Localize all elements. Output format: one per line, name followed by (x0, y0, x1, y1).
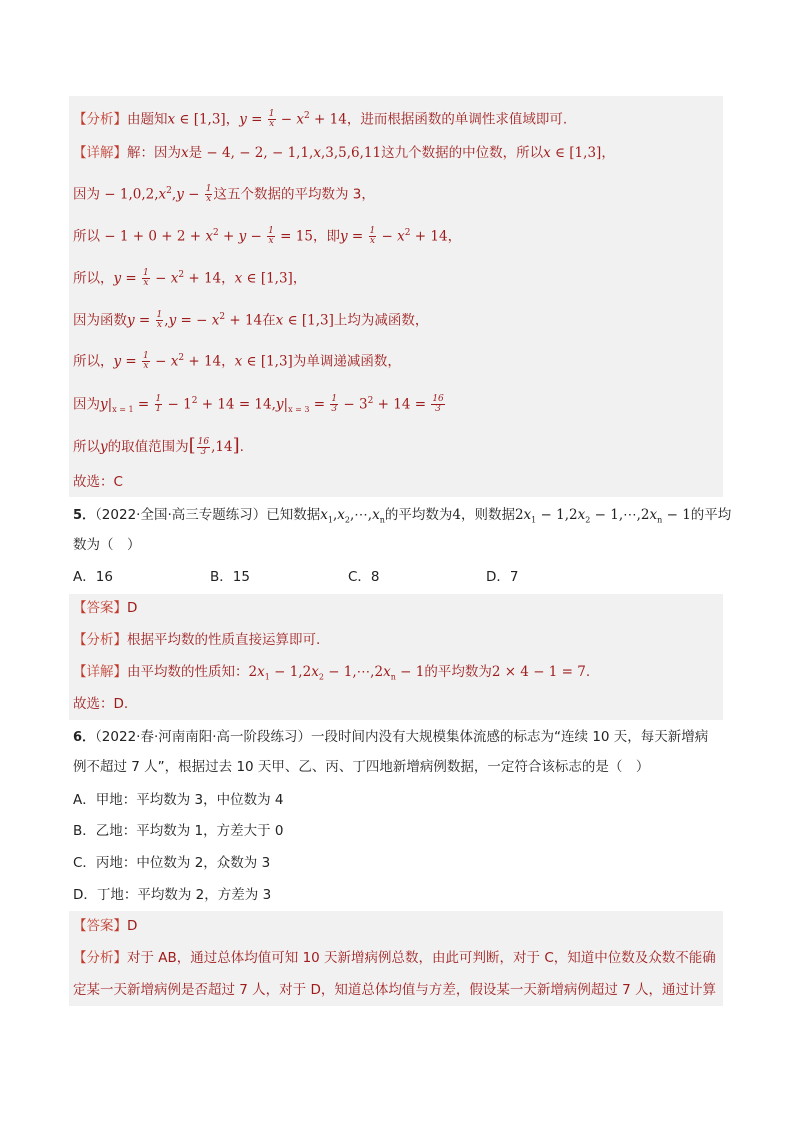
solution4-detail-line-7: 因为$y|_{x = 1}$ = $\frac{1}{1}$ − $1^2 + 14 = 14,y|_{x = 3}$ = $\frac{1}{3}$ − $3^2 + 14$ = $\frac{16}{3}$ (73, 394, 444, 415)
analysis-tag: 【分析】 (73, 632, 127, 648)
question5-option-d[interactable]: D．7 (486, 569, 519, 585)
solution4-detail-line-2: 因为 − $1,0,2,x^2,y$ − $\frac{1}{x}$ 这五个数据的平均数为 3， (73, 184, 375, 204)
solution4-detail-line-6: 所以，y = $\frac{1}{x}$ − $x^2 + 14$，x ∈ [1,3]为单调递减函数， (73, 351, 401, 371)
question6-analysis-a: 【分析】对于 AB，通过总体均值可知 10 天新增病例总数，由此可判断，对于 C，知道中位数及众数不能确 (73, 950, 716, 966)
solution4-analysis: 【分析】由题知x ∈ [1,3]，y = $\frac{1}{x}$ − $x^2 + 14$，进而根据函数的单调性求值域即可. (73, 109, 568, 129)
question5-option-c[interactable]: C．8 (348, 569, 380, 585)
question6-option-d[interactable]: D．丁地：平均数为 2，方差为 3 (73, 887, 272, 903)
question5-stem-a: 5．（2022·全国·高三专题练习）已知数据$x_1,x_2,\cdots,x_n$的平均数为4，则数据$2x_1 - 1,2x_2$ − $1,\cdots,2x_n - 1$的平均 (73, 507, 732, 525)
question5-option-a[interactable]: A．16 (73, 569, 113, 585)
question6-option-b[interactable]: B．乙地：平均数为 1，方差大于 0 (73, 823, 284, 839)
question6-option-a[interactable]: A．甲地：平均数为 3，中位数为 4 (73, 792, 284, 808)
answer-tag: 【答案】 (73, 600, 127, 616)
question6-analysis-b: 定某一天新增病例是否超过 7 人，对于 D，知道总体均值与方差，假设某一天新增病例超过 7 人，通过计算 (73, 982, 717, 998)
analysis-tag: 【分析】 (73, 111, 127, 128)
question5-choice: 故选：D. (73, 696, 129, 712)
analysis-tag: 【分析】 (73, 950, 127, 966)
solution4-detail-line-1: 【详解】解：因为x是 − 4, − 2, − 1,1,x,3,5,6,11这九个数据的中位数，所以x ∈ [1,3]， (73, 145, 615, 161)
question5-analysis: 【分析】根据平均数的性质直接运算即可. (73, 632, 321, 648)
question-number: 6． (73, 730, 96, 745)
solution4-detail-line-8: 所以y的取值范围为[ $\frac{16}{3}$ ,14]. (73, 435, 244, 457)
solution4-detail-line-4: 所以，y = $\frac{1}{x}$ − $x^2 + 14$，x ∈ [1,3]， (73, 268, 307, 288)
solution4-choice: 故选：C (73, 474, 123, 490)
detail-tag: 【详解】 (73, 145, 127, 161)
solution4-detail-line-5: 因为函数y = $\frac{1}{x}$ ,y = − $x^2 + 14$在x ∈ [1,3]上均为减函数， (73, 310, 429, 330)
question-number: 5． (73, 508, 96, 523)
detail-tag: 【详解】 (73, 664, 127, 680)
question6-stem-a: 6．（2022·春·河南南阳·高一阶段练习）一段时间内没有大规模集体流感的标志为“连续 10 天，每天新增病 (73, 729, 709, 745)
solution4-detail-line-3: 所以 − $1 + 0 + 2 + x^2 + y$ − $\frac{1}{x}$ = 15，即y = $\frac{1}{x}$ − $x^2 + 14$， (73, 226, 462, 246)
question6-answer: 【答案】D (73, 918, 138, 934)
question5-option-b[interactable]: B．15 (210, 569, 250, 585)
question5-detail: 【详解】由平均数的性质知：$2x_1 - 1,2x_2$ − $1,\cdots,2x_n - 1$的平均数为2 × 4 − 1 = 7. (73, 664, 591, 682)
answer-tag: 【答案】 (73, 918, 127, 934)
question5-stem-b: 数为（ ） (73, 537, 141, 553)
question5-answer: 【答案】D (73, 600, 138, 616)
question6-option-c[interactable]: C．丙地：中位数为 2，众数为 3 (73, 855, 271, 871)
question6-stem-b: 例不超过 7 人”，根据过去 10 天甲、乙、丙、丁四地新增病例数据，一定符合该标志的是（ ） (73, 759, 650, 775)
